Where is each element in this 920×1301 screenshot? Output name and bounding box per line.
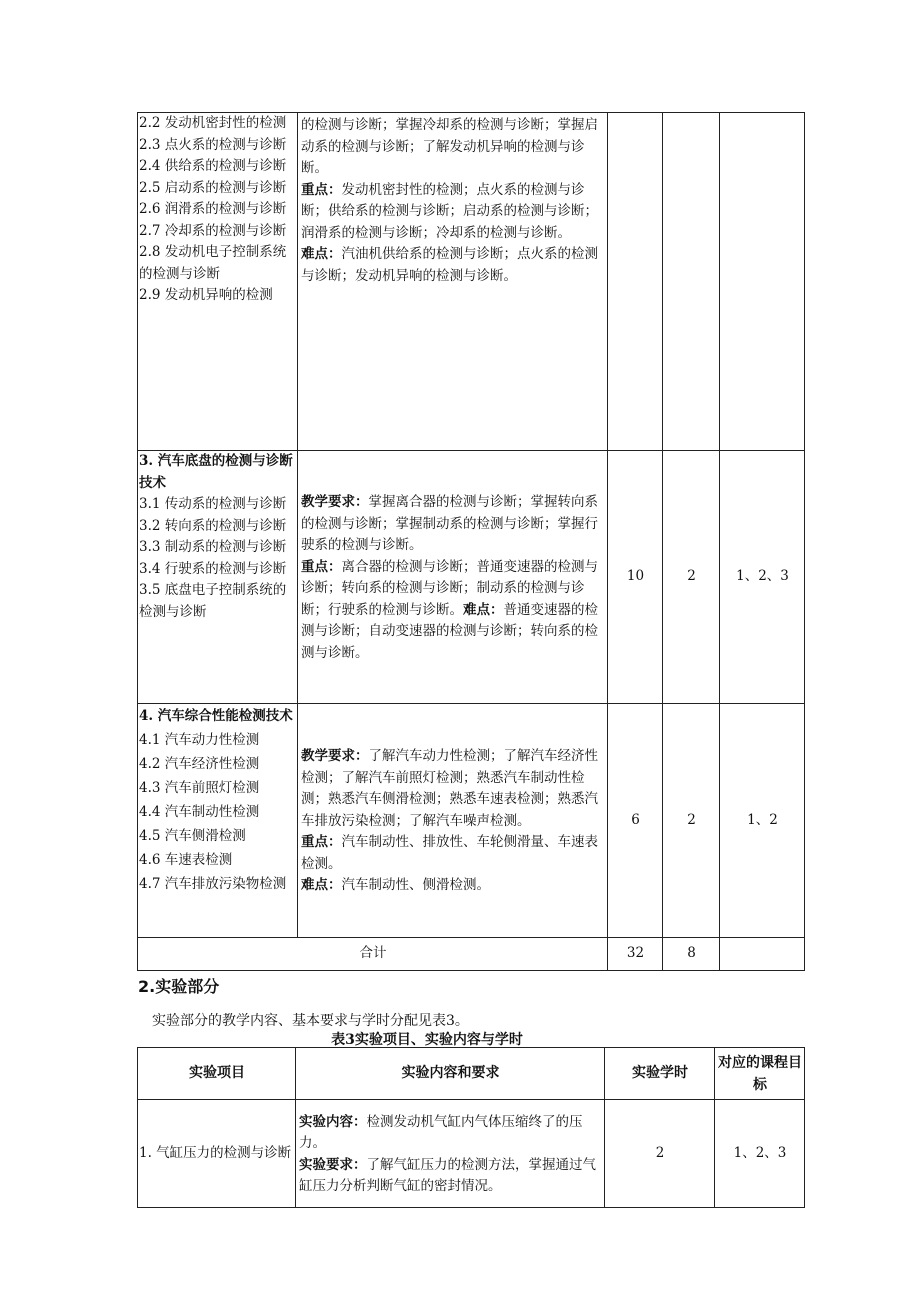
chassis-goals: 1、2、3 — [720, 451, 805, 704]
perf-key-text: 汽车制动性、排放性、车轮侧滑量、车速表检测。 — [301, 834, 598, 872]
header-content: 实验内容和要求 — [296, 1048, 605, 1100]
perf-diff-text: 汽车制动性、侧滑检测。 — [341, 877, 490, 894]
experiment-project: 1. 气缸压力的检测与诊断 — [138, 1100, 296, 1208]
table-row — [138, 1100, 805, 1208]
total-label: 合计 — [138, 938, 608, 971]
table-row-chassis — [138, 451, 805, 704]
perf-diff-label: 难点： — [301, 877, 342, 894]
section-heading: 2.实验部分 — [138, 977, 220, 996]
engine-req-text: 的检测与诊断；掌握冷却系的检测与诊断；掌握启动系的检测与诊断；了解发动机异响的检测与诊断。 — [301, 117, 598, 176]
perf-lab-hours: 2 — [663, 704, 720, 938]
perf-topic: 4.4 汽车制动性检测 — [139, 804, 260, 820]
chassis-topic: 3.3 制动系的检测与诊断 — [139, 539, 287, 555]
experiment-goals: 1、2、3 — [715, 1100, 805, 1208]
engine-topic: 2.7 冷却系的检测与诊断 — [139, 222, 287, 239]
chassis-key-text: 离合器的检测与诊断；普通变速器的检测与诊断；转向系的检测与诊断；制动系的检测与诊断；行驶系的检测与诊断。 — [301, 558, 598, 618]
chassis-lab-hours: 2 — [663, 451, 720, 704]
chassis-key-label: 重点： — [301, 558, 342, 575]
engine-topic: 2.9 发动机异响的检测 — [139, 287, 273, 303]
chassis-diff-label: 难点： — [463, 601, 504, 618]
chassis-topics-cell — [138, 451, 298, 704]
perf-key-label: 重点： — [301, 834, 342, 851]
perf-topic: 4.6 车速表检测 — [139, 852, 233, 868]
table-row-performance — [138, 704, 805, 938]
experiment-hours: 2 — [605, 1100, 715, 1208]
requirement-label: 实验要求： — [299, 1156, 367, 1173]
engine-diff-text: 汽油机供给系的检测与诊断；点火系的检测与诊断；发动机异响的检测与诊断。 — [301, 246, 598, 284]
header-project: 实验项目 — [138, 1048, 296, 1100]
engine-topic: 2.3 点火系的检测与诊断 — [139, 136, 287, 153]
chassis-hours: 10 — [608, 451, 663, 704]
engine-topic: 2.5 启动系的检测与诊断 — [139, 179, 287, 196]
total-hours: 32 — [608, 938, 663, 971]
chassis-title: 3. 汽车底盘的检测与诊断技术 — [139, 453, 293, 491]
header-hours: 实验学时 — [605, 1048, 715, 1100]
engine-requirements-cell — [298, 113, 608, 451]
table-row-total — [138, 938, 805, 971]
perf-topic: 4.3 汽车前照灯检测 — [139, 780, 260, 796]
perf-requirements-cell — [298, 704, 608, 938]
experiment-table — [137, 1047, 805, 1208]
perf-req-label: 教学要求： — [301, 748, 369, 765]
perf-topic: 4.5 汽车侧滑检测 — [139, 828, 246, 844]
table-header-row — [138, 1048, 805, 1100]
engine-topics-cell — [138, 113, 298, 451]
engine-hours-cell — [608, 113, 663, 451]
chassis-requirements-cell — [298, 451, 608, 704]
chassis-topic: 3.4 行驶系的检测与诊断 — [139, 560, 287, 577]
requirement-text: 了解气缸压力的检测方法，掌握通过气缸压力分析判断气缸的密封情况。 — [299, 1156, 596, 1194]
perf-req-text: 了解汽车动力性检测；了解汽车经济性检测；了解汽车前照灯检测；熟悉汽车制动性检测；熟悉汽车侧滑检测；熟悉车速表检测；熟悉汽车排放污染检测；了解汽车噪声检测。 — [301, 748, 598, 829]
total-goals — [720, 938, 805, 971]
engine-key-text: 发动机密封性的检测；点火系的检测与诊断；供给系的检测与诊断；启动系的检测与诊断；润滑系的检测与诊断；冷却系的检测与诊断。 — [301, 181, 598, 241]
perf-hours: 6 — [608, 704, 663, 938]
chassis-req-label: 教学要求： — [301, 494, 369, 510]
engine-key-label: 重点： — [301, 181, 342, 198]
total-lab-hours: 8 — [663, 938, 720, 971]
engine-topic: 2.8 发动机电子控制系统的检测与诊断 — [139, 244, 287, 282]
chassis-req-text: 掌握离合器的检测与诊断；掌握转向系的检测与诊断；掌握制动系的检测与诊断；掌握行驶系的检测与诊断。 — [301, 494, 598, 553]
perf-topics-cell — [138, 704, 298, 938]
chassis-topic: 3.2 转向系的检测与诊断 — [139, 517, 287, 534]
content-text: 检测发动机气缸内气体压缩终了的压力。 — [299, 1113, 583, 1151]
engine-topic: 2.4 供给系的检测与诊断 — [139, 158, 287, 174]
perf-goals: 1、2 — [720, 704, 805, 938]
chassis-topic: 3.1 传动系的检测与诊断 — [139, 496, 287, 512]
section-intro: 实验部分的教学内容、基本要求与学时分配见表3。 — [152, 1013, 469, 1029]
course-content-table — [137, 112, 805, 971]
engine-goals-cell — [720, 113, 805, 451]
engine-topic: 2.6 润滑系的检测与诊断 — [139, 201, 287, 217]
table-caption: 表3实验项目、实验内容与学时 — [331, 1032, 523, 1048]
perf-topic: 4.2 汽车经济性检测 — [139, 756, 260, 772]
perf-title: 4. 汽车综合性能检测技术 — [139, 708, 293, 724]
header-goals: 对应的课程目标 — [715, 1048, 805, 1100]
engine-topic: 2.2 发动机密封性的检测 — [139, 115, 287, 131]
content-label: 实验内容： — [299, 1113, 367, 1130]
perf-topic: 4.7 汽车排放污染物检测 — [139, 876, 287, 892]
chassis-diff-text: 普通变速器的检测与诊断；自动变速器的检测与诊断；转向系的检测与诊断。 — [301, 601, 598, 661]
perf-topic: 4.1 汽车动力性检测 — [139, 732, 260, 748]
table-row-engine — [138, 113, 805, 451]
engine-diff-label: 难点： — [301, 246, 342, 262]
chassis-topic: 3.5 底盘电子控制系统的检测与诊断 — [139, 582, 287, 620]
engine-lab-hours-cell — [663, 113, 720, 451]
experiment-content-cell — [296, 1100, 605, 1208]
